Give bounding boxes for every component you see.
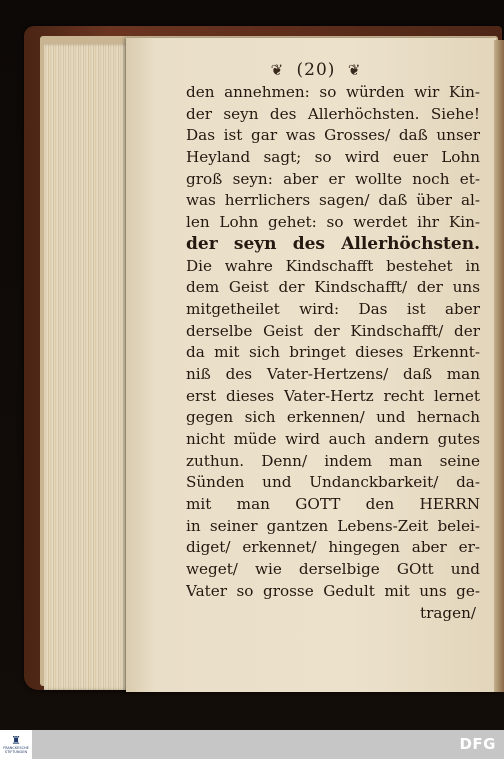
text-line: weget/ wie derselbige GOtt und [186,560,480,579]
text-line: Sünden und Undanckbarkeit/ da- [186,473,480,492]
text-line: nicht müde wird auch andern gutes [186,430,480,448]
dfg-logo[interactable]: DFG [459,735,496,753]
text-line: diget/ erkennet/ hingegen aber er- [186,538,480,557]
text-line: mitgetheilet wird: Das ist aber [186,299,480,318]
text-line: was herrlichers sagen/ daß über al- [186,191,480,210]
text-line: gegen sich erkennen/ und hernach [186,408,480,427]
text-line: in seiner gantzen Lebens-Zeit belei- [186,516,480,535]
page-header [136,60,496,80]
text-line: len Lohn gehet: so werdet ihr Kin- [186,213,480,232]
text-line: der seyn des Allerhöchsten. Siehe! [186,104,480,123]
text-line: erst dieses Vater-Hertz recht lernet [186,386,480,405]
text-line: Heyland sagt; so wird euer Lohn [186,148,480,167]
text-line: derselbe Geist der Kindschafft/ der [186,321,480,340]
library-logo[interactable] [0,730,32,759]
text-line: da mit sich bringet dieses Erkennt- [186,343,480,362]
text-line: dem Geist der Kindschafft/ der uns [186,278,480,297]
page-edges [44,44,128,690]
page-right-edge [494,40,504,692]
text-line: Das ist gar was Grosses/ daß unser [186,126,480,145]
viewer-footer [0,730,504,759]
page-text [186,82,480,624]
text-line: Vater so grosse Gedult mit uns ge- [186,581,480,600]
text-line: den annehmen: so würden wir Kin- [186,83,480,101]
library-logo-text: FRANCKESCHE STIFTUNGEN [3,746,29,754]
text-line: zuthun. Denn/ indem man seine [186,451,480,470]
text-line: der seyn des Allerhöchsten. [186,233,480,254]
page-number: (20) [296,60,336,80]
ornament-right-icon: ❦ [347,61,362,79]
text-line: niß des Vater-Hertzens/ daß man [186,364,480,383]
text-line: Die wahre Kindschafft bestehet in [186,256,480,275]
text-line: mit man GOTT den HERRN [186,495,480,514]
library-logo-icon: ♜ [11,734,21,747]
ornament-left-icon: ❦ [270,61,285,79]
text-line: groß seyn: aber er wollte noch et- [186,169,480,188]
catchword: tragen/ [419,603,476,622]
